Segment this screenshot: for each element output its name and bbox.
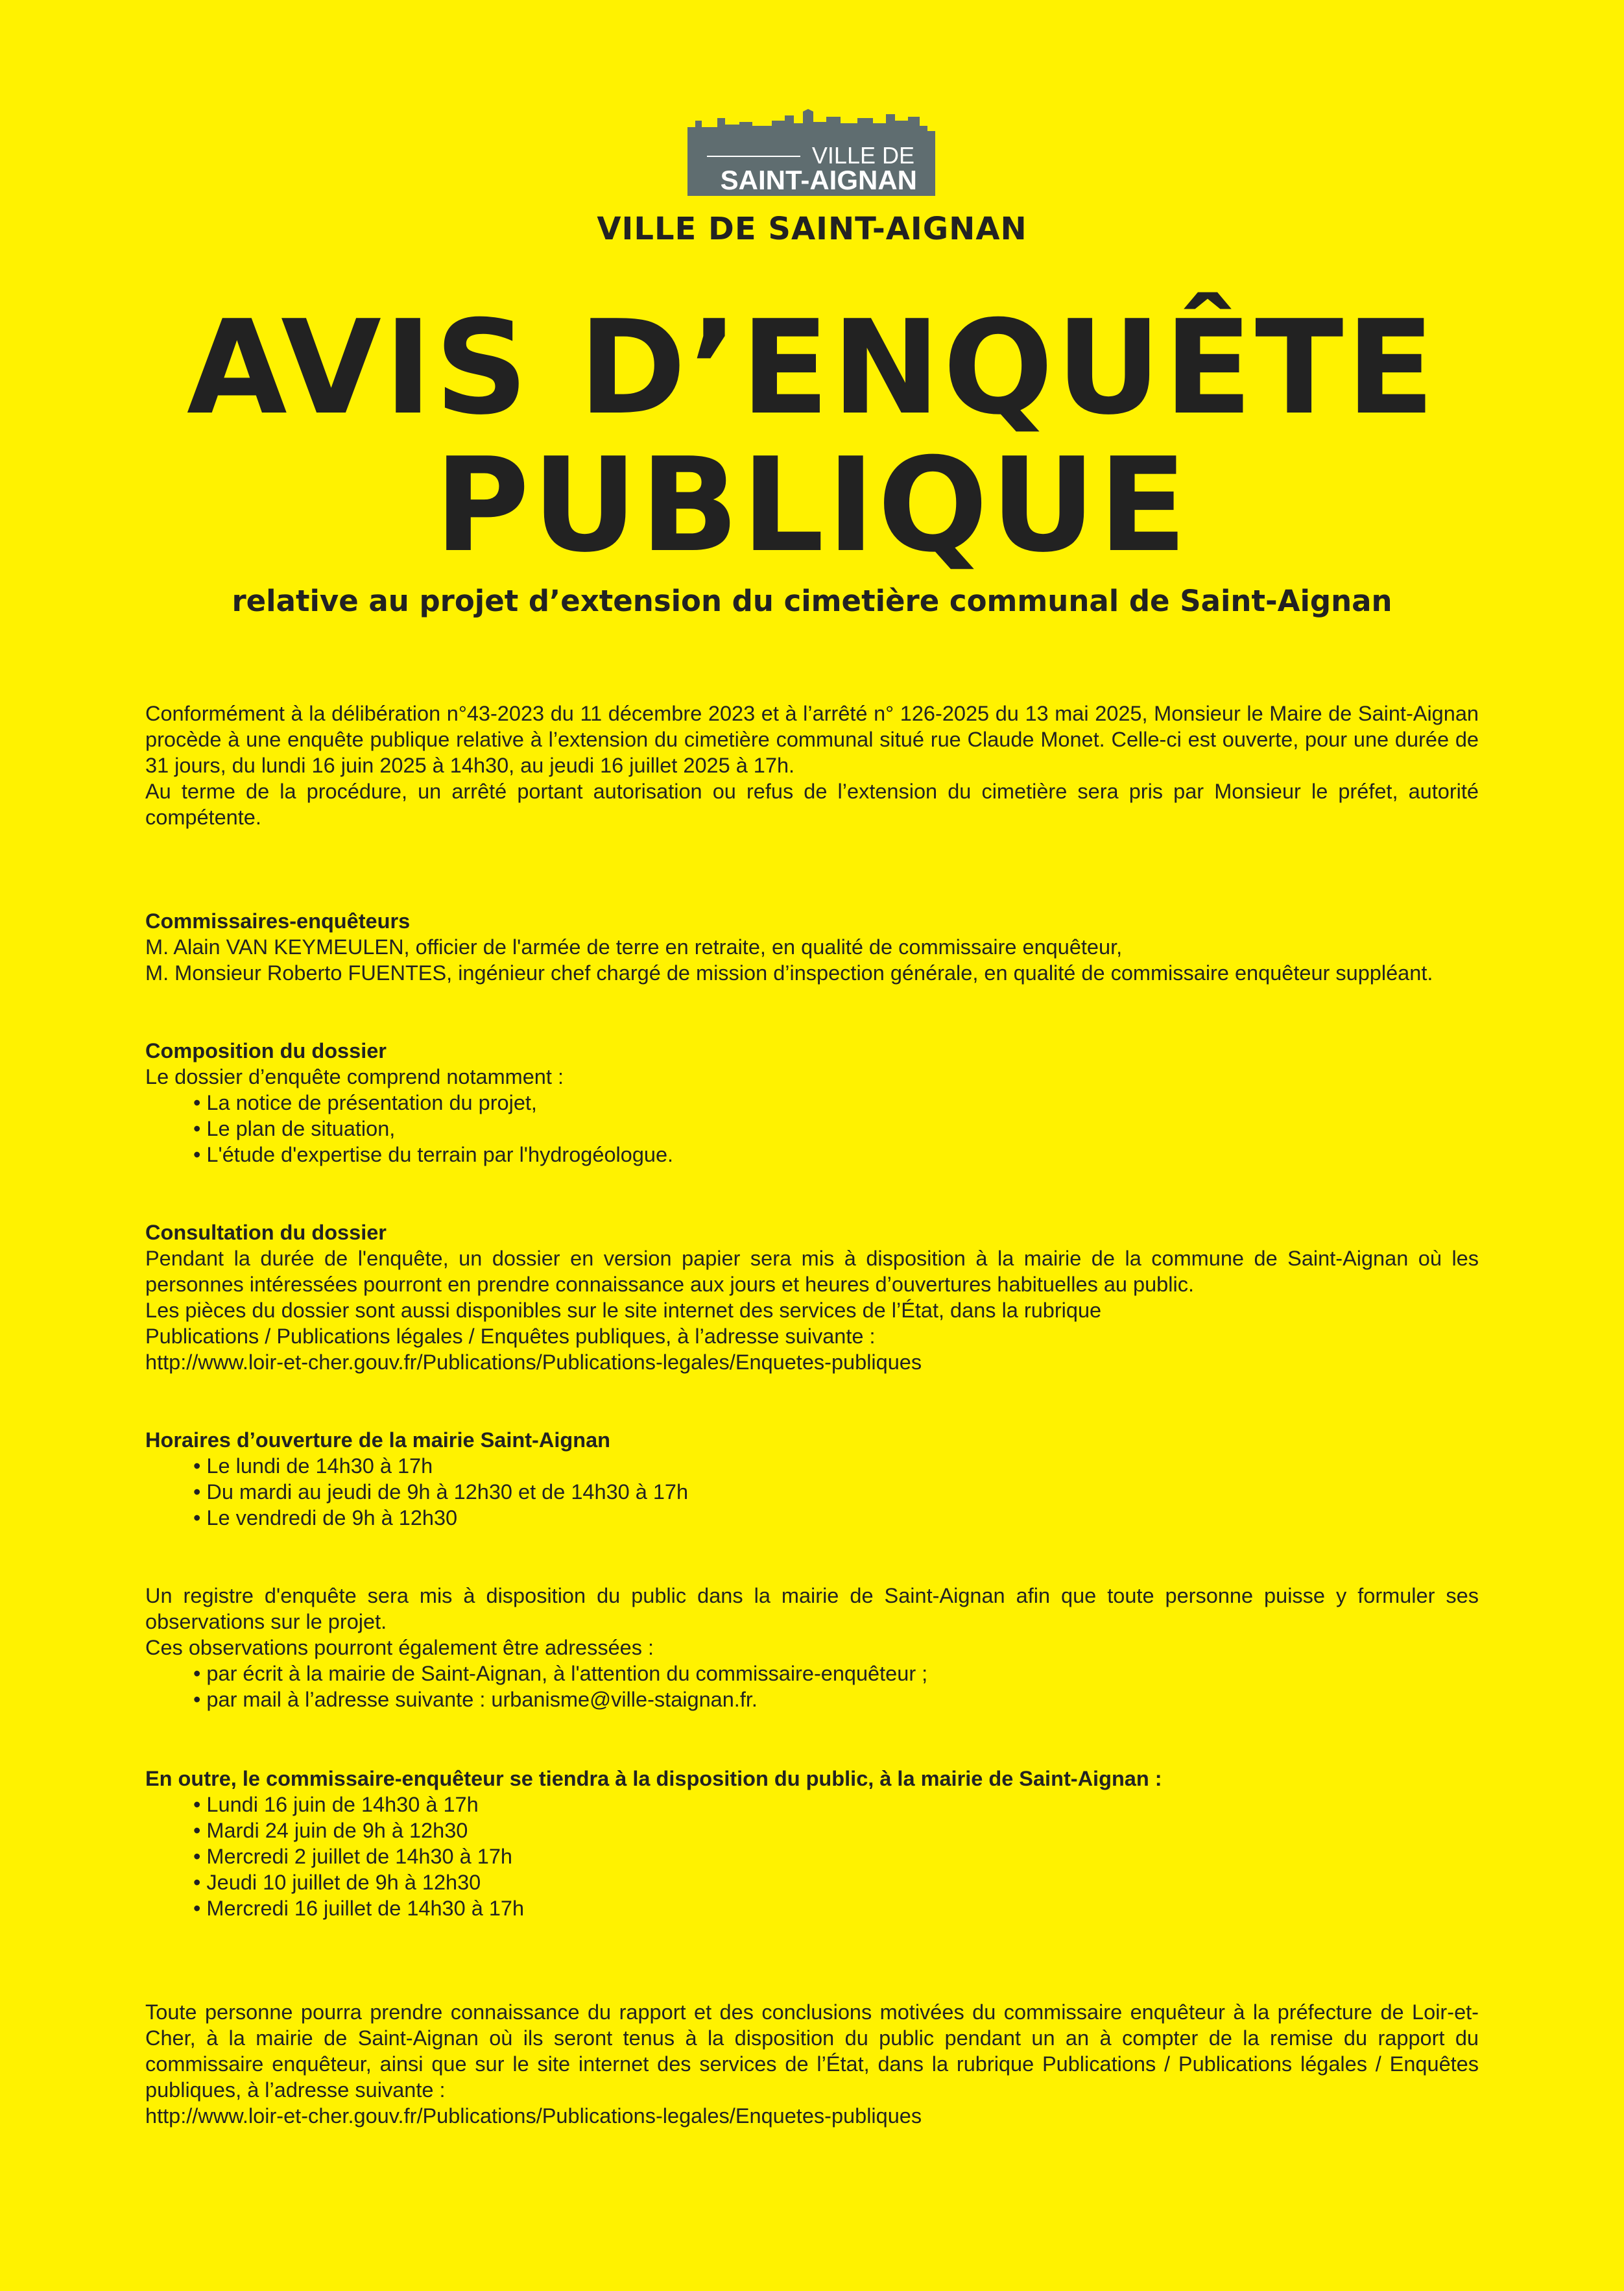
registre-paragraph-2: Ces observations pourront également être adressées : [145,1636,654,1659]
consultation-paragraph-3: Publications / Publications légales / Enquêtes publiques, à l’adresse suivante : [145,1325,876,1348]
registre-list [145,1661,1479,1712]
list-item: • Mercredi 16 juillet de 14h30 à 17h [193,1895,1479,1921]
list-item: • Le plan de situation, [193,1116,1479,1142]
page-subtitle: relative au projet d’extension du cimetière communal de Saint-Aignan [232,584,1392,618]
list-item: • La notice de présentation du projet, [193,1090,1479,1116]
list-item: • Jeudi 10 juillet de 9h à 12h30 [193,1869,1479,1895]
page-title [0,293,1624,581]
list-item: • Lundi 16 juin de 14h30 à 17h [193,1792,1479,1817]
consultation-heading: Consultation du dossier [145,1221,387,1244]
rapport-section [145,1999,1479,2129]
composition-lead: Le dossier d’enquête comprend notamment : [145,1065,564,1088]
castle-skyline-icon [687,109,935,196]
consultation-section [145,1219,1479,1375]
registre-paragraph-1: Un registre d'enquête sera mis à disposition du public dans la mairie de Saint-Aignan afin que toute personne puisse y formuler ses observations sur le projet. [145,1584,1479,1633]
commissaires-section [145,908,1479,986]
title-line2: PUBLIQUE [434,430,1190,581]
list-item: • Mercredi 2 juillet de 14h30 à 17h [193,1843,1479,1869]
list-item: • Mardi 24 juin de 9h à 12h30 [193,1817,1479,1843]
horaires-list [145,1453,1479,1531]
rapport-paragraph: Toute personne pourra prendre connaissance du rapport et des conclusions motivées du commissaire enquêteur à la préfecture de Loir-et-Cher, à la mairie de Saint-Aignan où ils seront tenus à la disposition du public pendant un an à compter de la remise du rapport du commissaire enquêteur, ainsi que sur le site internet des services de l’État, dans la rubrique Publications / Publications légales / Enquêtes publiques, à l’adresse suivante : [145,2000,1479,2102]
commissaire-titulaire: M. Alain VAN KEYMEULEN, officier de l'armée de terre en retraite, en qualité de commissaire enquêteur, [145,935,1123,959]
horaires-heading: Horaires d’ouverture de la mairie Saint-Aignan [145,1428,610,1452]
horaires-section [145,1427,1479,1531]
list-item: • par mail à l’adresse suivante : urbanisme@ville-staignan.fr. [193,1686,1479,1712]
permanences-section [145,1766,1479,1921]
city-logo [687,109,935,196]
list-item: • par écrit à la mairie de Saint-Aignan, à l'attention du commissaire-enquêteur ; [193,1661,1479,1686]
city-name: VILLE DE SAINT-AIGNAN [597,211,1027,247]
consultation-paragraph-2: Les pièces du dossier sont aussi disponibles sur le site internet des services de l’État, dans la rubrique [145,1299,1102,1322]
composition-section [145,1038,1479,1168]
logo-line2: SAINT-AIGNAN [720,165,917,195]
consultation-url[interactable]: http://www.loir-et-cher.gouv.fr/Publications/Publications-legales/Enquetes-publiques [145,1350,922,1374]
list-item: • Le vendredi de 9h à 12h30 [193,1505,1479,1531]
intro-paragraph-2: Au terme de la procédure, un arrêté portant autorisation ou refus de l’extension du cimetière sera pris par Monsieur le préfet, autorité compétente. [145,780,1479,829]
composition-heading: Composition du dossier [145,1039,387,1062]
commissaires-heading: Commissaires-enquêteurs [145,909,411,933]
commissaire-suppleant: M. Monsieur Roberto FUENTES, ingénieur chef chargé de mission d’inspection générale, en qualité de commissaire enquêteur suppléant. [145,961,1433,985]
list-item: • Du mardi au jeudi de 9h à 12h30 et de 14h30 à 17h [193,1479,1479,1505]
title-line1: AVIS D’ENQUÊTE [186,293,1438,444]
consultation-paragraph-1: Pendant la durée de l'enquête, un dossier en version papier sera mis à disposition à la mairie de la commune de Saint-Aignan où les personnes intéressées pourront en prendre connaissance aux jours et heures d’ouvertures habituelles au public. [145,1247,1479,1296]
rapport-url[interactable]: http://www.loir-et-cher.gouv.fr/Publications/Publications-legales/Enquetes-publiques [145,2104,922,2128]
list-item: • L'étude d'expertise du terrain par l'hydrogéologue. [193,1142,1479,1168]
registre-section [145,1583,1479,1712]
list-item: • Le lundi de 14h30 à 17h [193,1453,1479,1479]
intro-section [145,701,1479,830]
permanences-list [145,1792,1479,1921]
permanences-heading: En outre, le commissaire-enquêteur se tiendra à la disposition du public, à la mairie de Saint-Aignan : [145,1767,1162,1790]
intro-paragraph-1: Conformément à la délibération n°43-2023 du 11 décembre 2023 et à l’arrêté n° 126-2025 du 13 mai 2025, Monsieur le Maire de Saint-Aignan procède à une enquête publique relative à l’extension du cimetière communal situé rue Claude Monet. Celle-ci est ouverte, pour une durée de 31 jours, du lundi 16 juin 2025 à 14h30, au jeudi 16 juillet 2025 à 17h. [145,702,1479,777]
composition-list [145,1090,1479,1168]
logo-line1: VILLE DE [811,142,914,169]
